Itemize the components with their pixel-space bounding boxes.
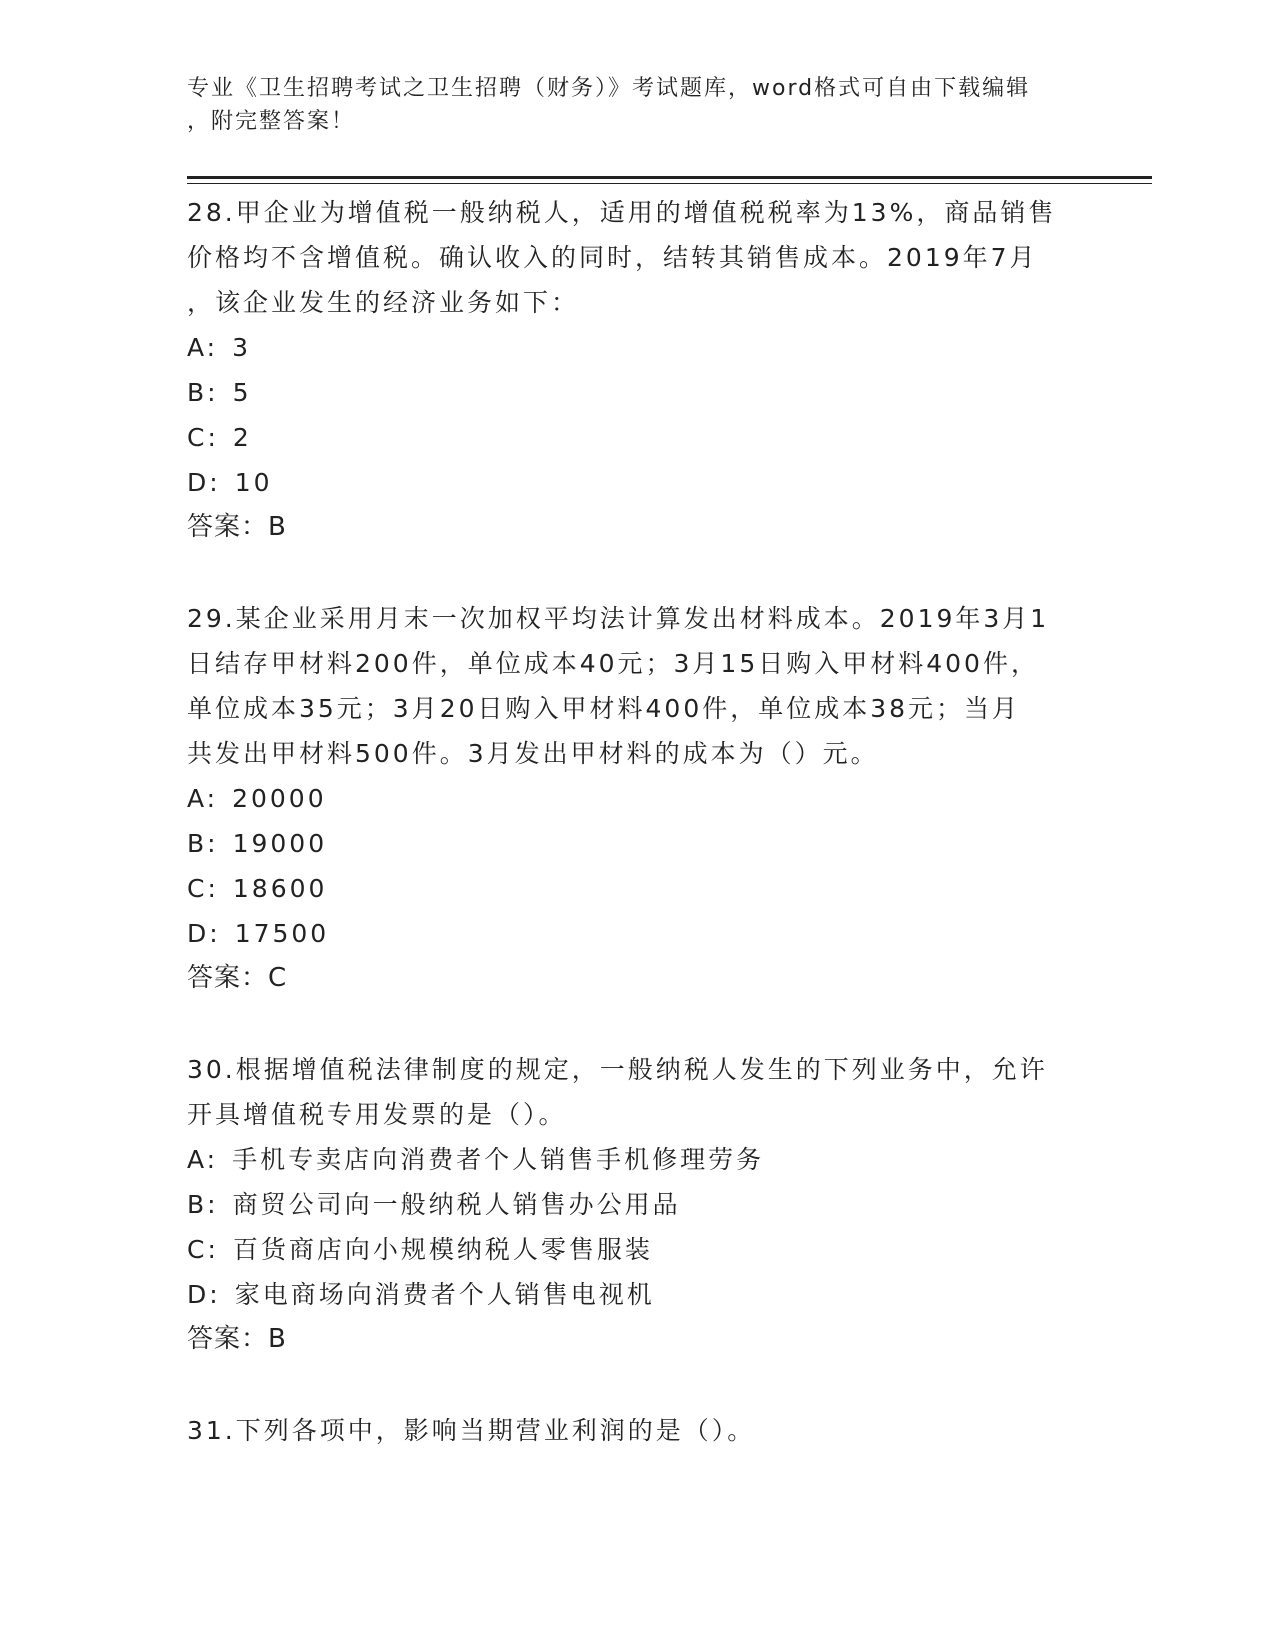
option-label: A:	[187, 784, 219, 813]
question-text-line: 29.某企业采用月末一次加权平均法计算发出材料成本。2019年3月1	[187, 604, 1050, 633]
option-text: 17500	[234, 919, 330, 948]
option-label: B:	[187, 378, 219, 407]
question-text-line: ，该企业发生的经济业务如下：	[187, 288, 580, 317]
option-text: 3	[232, 333, 251, 362]
option-text: 10	[234, 468, 273, 497]
document-header	[187, 72, 1067, 138]
question-text-line: 价格均不含增值税。确认收入的同时，结转其销售成本。2019年7月	[187, 243, 1038, 272]
option-label: A:	[187, 333, 219, 362]
header-line-1: 专业《卫生招聘考试之卫生招聘（财务）》考试题库，word格式可自由下载编辑	[187, 76, 1031, 101]
option-text: 百货商店向小规模纳税人零售服装	[232, 1235, 653, 1264]
option-b	[187, 370, 1087, 415]
option-label: B:	[187, 1190, 219, 1219]
header-line-2: ，附完整答案！	[187, 109, 356, 134]
question-29	[187, 596, 1087, 1001]
header-divider-thick	[187, 176, 1152, 179]
option-a	[187, 1137, 1087, 1182]
option-text: 商贸公司向一般纳税人销售办公用品	[232, 1190, 681, 1219]
option-d	[187, 911, 1087, 956]
question-text-line: 30.根据增值税法律制度的规定，一般纳税人发生的下列业务中，允许	[187, 1055, 1048, 1084]
answer: 答案：C	[187, 963, 288, 993]
option-a	[187, 776, 1087, 821]
option-b	[187, 821, 1087, 866]
option-label: D:	[187, 1280, 221, 1309]
option-label: D:	[187, 468, 221, 497]
option-text: 2	[232, 423, 252, 452]
option-label: C:	[187, 874, 219, 903]
question-list	[187, 190, 1087, 1499]
question-text-line: 开具增值税专用发票的是（）。	[187, 1100, 567, 1129]
question-text-line: 日结存甲材料200件，单位成本40元；3月15日购入甲材料400件，	[187, 649, 1039, 678]
answer: 答案：B	[187, 512, 287, 542]
option-text: 18600	[232, 874, 328, 903]
option-text: 家电商场向消费者个人销售电视机	[234, 1280, 655, 1309]
question-28	[187, 190, 1087, 550]
option-text: 手机专卖店向消费者个人销售手机修理劳务	[232, 1145, 765, 1174]
option-b	[187, 1182, 1087, 1227]
question-text-line: 共发出甲材料500件。3月发出甲材料的成本为（）元。	[187, 739, 879, 768]
option-text: 5	[232, 378, 252, 407]
header-divider-thin	[187, 183, 1152, 184]
option-label: A:	[187, 1145, 219, 1174]
question-text-line: 单位成本35元；3月20日购入甲材料400件，单位成本38元；当月	[187, 694, 1021, 723]
question-30	[187, 1047, 1087, 1362]
option-text: 20000	[232, 784, 327, 813]
option-label: B:	[187, 829, 219, 858]
option-text: 19000	[232, 829, 328, 858]
answer: 答案：B	[187, 1324, 287, 1354]
question-text-line: 31.下列各项中，影响当期营业利润的是（）。	[187, 1416, 756, 1445]
option-c	[187, 866, 1087, 911]
option-label: C:	[187, 1235, 219, 1264]
option-d	[187, 460, 1087, 505]
option-d	[187, 1272, 1087, 1317]
option-label: C:	[187, 423, 219, 452]
option-label: D:	[187, 919, 221, 948]
option-c	[187, 1227, 1087, 1272]
question-31	[187, 1408, 1087, 1453]
option-c	[187, 415, 1087, 460]
question-text-line: 28.甲企业为增值税一般纳税人，适用的增值税税率为13%，商品销售	[187, 198, 1057, 227]
option-a	[187, 325, 1087, 370]
